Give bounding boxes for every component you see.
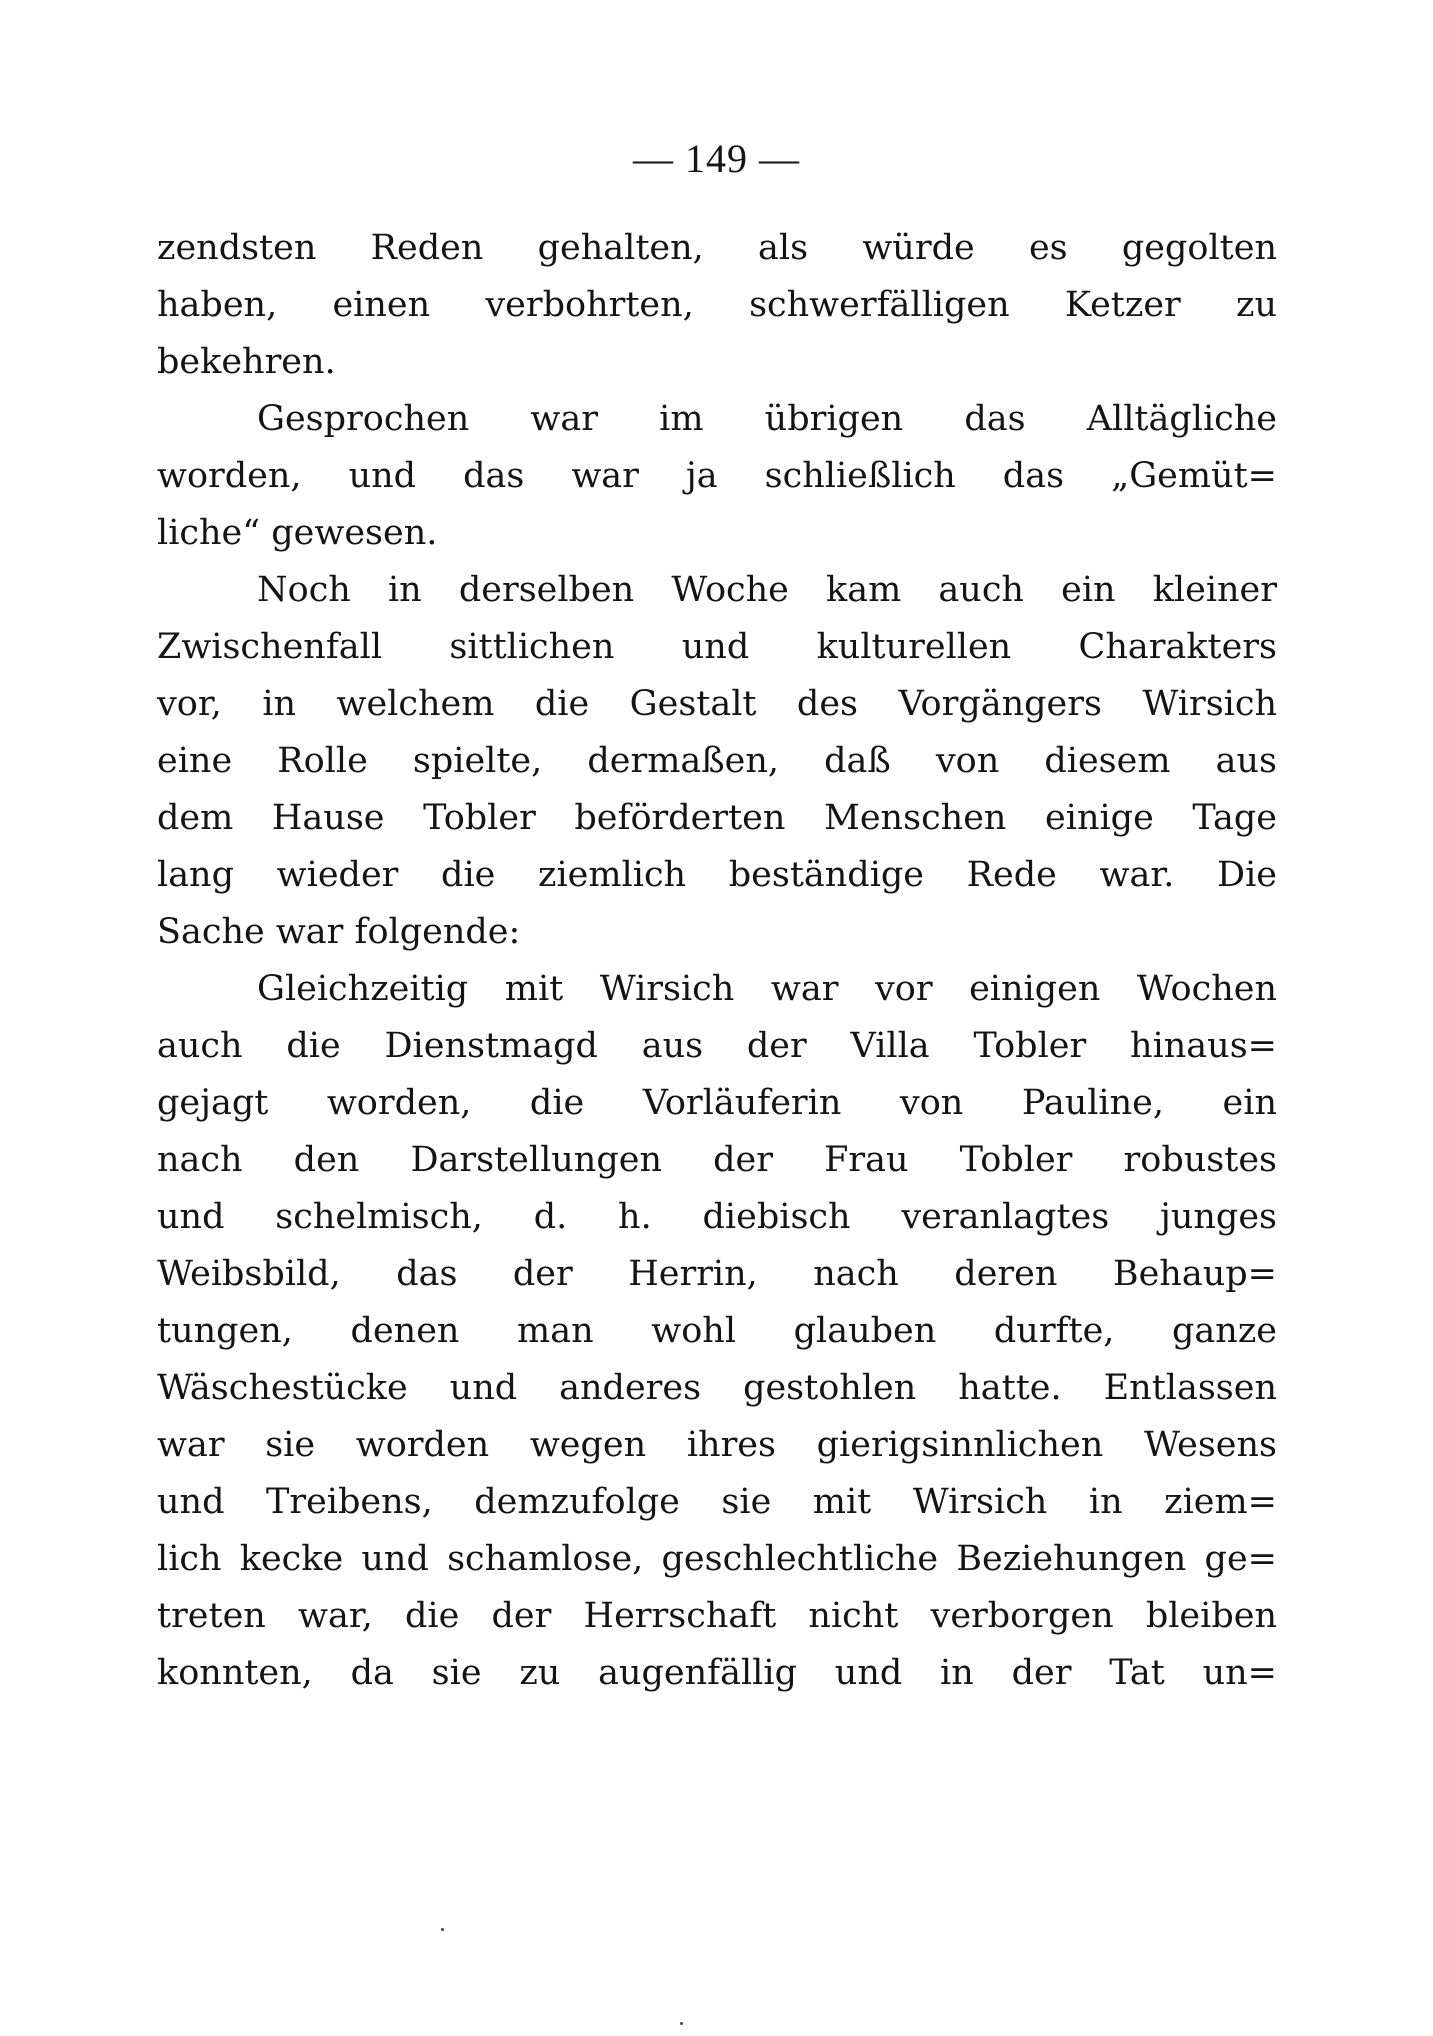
page-number: — 149 — <box>633 136 800 181</box>
body-text <box>157 220 1277 1702</box>
text-line: zendsten Reden gehalten, als würde es gegolten <box>157 228 1277 268</box>
text-line: war sie worden wegen ihres gierigsinnlichen Wesens <box>157 1425 1277 1465</box>
text-line: konnten, da sie zu augenfällig und in der Tat un= <box>157 1653 1277 1693</box>
text-line: Sache war folgende: <box>157 912 521 952</box>
text-line: treten war, die der Herrschaft nicht verborgen bleiben <box>157 1596 1277 1636</box>
text-line: haben, einen verbohrten, schwerfälligen Ketzer zu <box>157 285 1277 325</box>
text-line: lang wieder die ziemlich beständige Rede war. Die <box>157 855 1277 895</box>
text-line: tungen, denen man wohl glauben durfte, ganze <box>157 1311 1277 1351</box>
text-line: und schelmisch, d. h. diebisch veranlagtes junges <box>157 1197 1277 1237</box>
text-line: Noch in derselben Woche kam auch ein kleiner <box>257 570 1277 610</box>
text-line: vor, in welchem die Gestalt des Vorgängers Wirsich <box>157 684 1277 724</box>
text-line: eine Rolle spielte, dermaßen, daß von diesem aus <box>157 741 1277 781</box>
text-line: Gleichzeitig mit Wirsich war vor einigen Wochen <box>257 969 1277 1009</box>
text-line: Wäschestücke und anderes gestohlen hatte. Entlassen <box>157 1368 1277 1408</box>
paper-speck <box>680 2022 683 2025</box>
text-line: Gesprochen war im übrigen das Alltägliche <box>257 399 1277 439</box>
text-line: Zwischenfall sittlichen und kulturellen Charakters <box>157 627 1277 667</box>
text-line: auch die Dienstmagd aus der Villa Tobler hinaus= <box>157 1026 1277 1066</box>
text-line: und Treibens, demzufolge sie mit Wirsich in ziem= <box>157 1482 1277 1522</box>
text-line: lich kecke und schamlose, geschlechtliche Beziehungen ge= <box>157 1539 1277 1579</box>
text-line: Weibsbild, das der Herrin, nach deren Behaup= <box>157 1254 1277 1294</box>
text-line: dem Hause Tobler beförderten Menschen einige Tage <box>157 798 1277 838</box>
text-line: bekehren. <box>157 342 336 382</box>
text-line: worden, und das war ja schließlich das „Gemüt= <box>157 456 1277 496</box>
paper-speck <box>441 1928 444 1931</box>
text-line: gejagt worden, die Vorläuferin von Pauline, ein <box>157 1083 1277 1123</box>
text-line: liche“ gewesen. <box>157 513 438 553</box>
text-line: nach den Darstellungen der Frau Tobler robustes <box>157 1140 1277 1180</box>
